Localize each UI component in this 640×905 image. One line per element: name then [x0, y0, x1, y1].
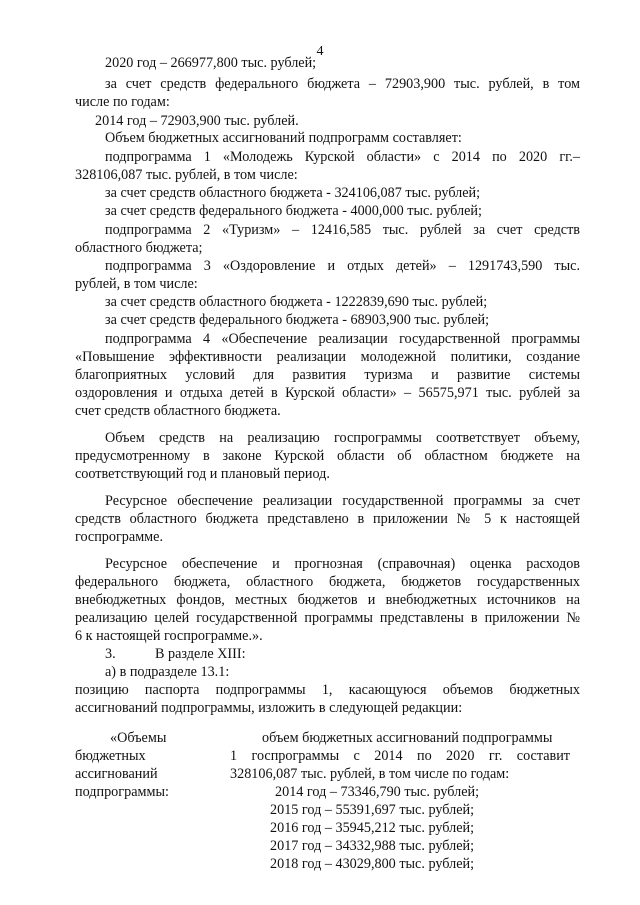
text-line: подпрограмма 1 «Молодежь Курской области» с 2014 по 2020 гг.– [105, 149, 580, 165]
text-line: предусмотренному в законе Курской области об областном бюджете на [75, 448, 580, 464]
text-line: «Повышение эффективности реализации молодежной политики, создание [75, 349, 580, 365]
text-line: Ресурсное обеспечение и прогнозная (справочная) оценка расходов [105, 556, 580, 572]
text-line: позицию паспорта подпрограммы 1, касающуюся объемов бюджетных [75, 682, 580, 698]
text-line: средств областного бюджета представлено в приложении № 5 к настоящей [75, 511, 580, 527]
text-line: рублей, в том числе: [75, 276, 198, 292]
text-line: а) в подразделе 13.1: [105, 664, 230, 680]
table-value-line: 2017 год – 34332,988 тыс. рублей; [270, 838, 475, 854]
text-line: за счет средств федерального бюджета - 68903,900 тыс. рублей; [105, 312, 490, 328]
text-line: 6 к настоящей госпрограмме.». [75, 628, 263, 644]
text-line: федерального бюджета, областного бюджета, бюджетов государственных [75, 574, 580, 590]
text-line: реализацию целей государственной программы представлены в приложении № [75, 610, 580, 626]
text-line: подпрограмма 2 «Туризм» – 12416,585 тыс. рублей за счет средств [105, 222, 580, 238]
text-line: за счет средств областного бюджета - 1222839,690 тыс. рублей; [105, 294, 488, 310]
text-line: Объем бюджетных ассигнований подпрограмм составляет: [105, 130, 462, 146]
text-line: 3. [105, 646, 116, 662]
text-line: оздоровления и отдыха детей в Курской области» – 56575,971 тыс. рублей за [75, 385, 580, 401]
text-line: ассигнований подпрограммы, изложить в следующей редакции: [75, 700, 463, 716]
table-label-line: бюджетных [75, 748, 146, 764]
page-number: 4 [316, 44, 324, 59]
text-line: подпрограмма 3 «Оздоровление и отдых детей» – 1291743,590 тыс. [105, 258, 580, 274]
text-line: 2014 год – 72903,900 тыс. рублей. [95, 113, 299, 129]
text-line: числе по годам: [75, 94, 170, 110]
table-value-line: 2018 год – 43029,800 тыс. рублей; [270, 856, 475, 872]
text-line: внебюджетных фондов, местных бюджетов и внебюджетных источников на [75, 592, 580, 608]
text-line: счет средств областного бюджета. [75, 403, 281, 419]
text-line: Ресурсное обеспечение реализации государственной программы за счет [105, 493, 580, 509]
text-line: Объем средств на реализацию госпрограммы соответствует объему, [105, 430, 580, 446]
text-line: областного бюджета; [75, 240, 203, 256]
text-line: соответствующий год и плановый период. [75, 466, 330, 482]
text-line: госпрограмме. [75, 529, 163, 545]
text-line: за счет средств областного бюджета - 324106,087 тыс. рублей; [105, 185, 481, 201]
table-label-line: «Объемы [110, 730, 167, 746]
text-line: за счет средств федерального бюджета – 72903,900 тыс. рублей, в том [105, 76, 580, 92]
table-value-line: 2015 год – 55391,697 тыс. рублей; [270, 802, 475, 818]
table-value-line: объем бюджетных ассигнований подпрограммы [262, 730, 553, 746]
text-line: за счет средств федерального бюджета - 4000,000 тыс. рублей; [105, 203, 482, 219]
text-line: подпрограмма 4 «Обеспечение реализации государственной программы [105, 331, 580, 347]
table-label-line: ассигнований [75, 766, 158, 782]
table-value-line: 328106,087 тыс. рублей, в том числе по годам: [230, 766, 510, 782]
text-line: В разделе XIII: [155, 646, 246, 662]
table-value-line: 1 госпрограммы с 2014 по 2020 гг. составит [230, 748, 570, 764]
table-label-line: подпрограммы: [75, 784, 169, 800]
text-line: 2020 год – 266977,800 тыс. рублей; [105, 55, 317, 71]
text-line: благоприятных условий для развития туризма и развитие системы [75, 367, 580, 383]
table-value-line: 2016 год – 35945,212 тыс. рублей; [270, 820, 475, 836]
text-line: 328106,087 тыс. рублей, в том числе: [75, 167, 298, 183]
table-value-line: 2014 год – 73346,790 тыс. рублей; [275, 784, 480, 800]
